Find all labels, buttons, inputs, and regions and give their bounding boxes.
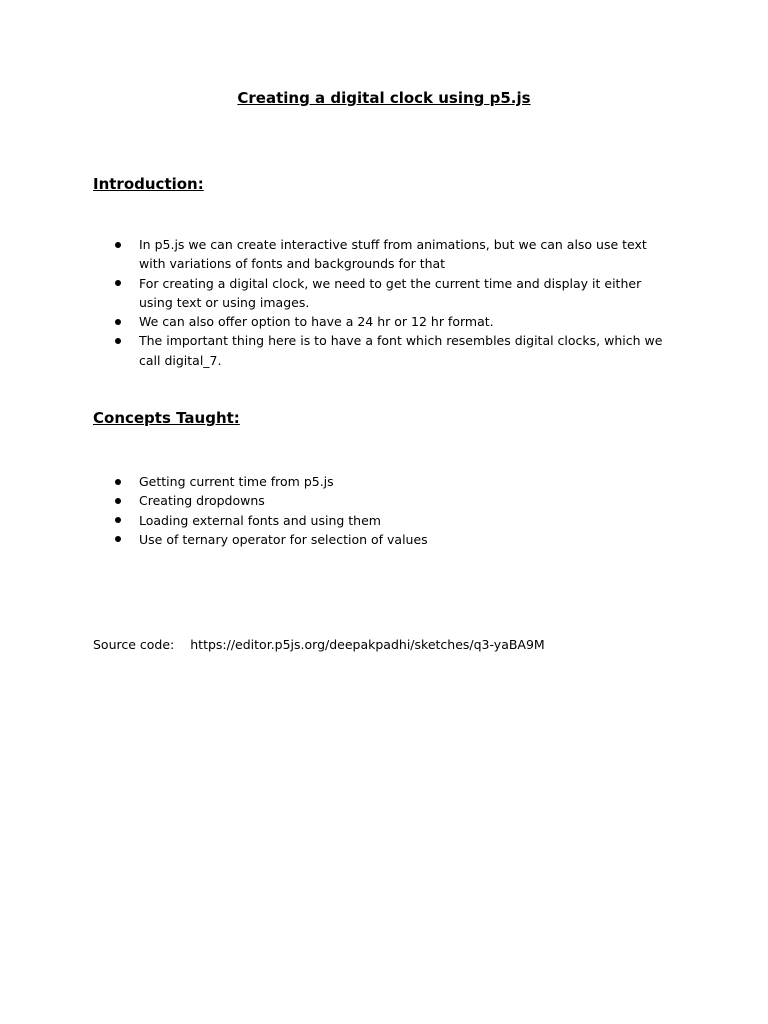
bullet-text: For creating a digital clock, we need to get the current time and display it either using text or using images.: [139, 275, 642, 310]
introduction-bullet-item: [139, 331, 674, 370]
introduction-heading: Introduction:: [93, 175, 204, 193]
bullet-point-icon: [115, 498, 121, 504]
introduction-bullet-item: [139, 274, 674, 313]
bullet-text: Creating dropdowns: [139, 493, 265, 509]
bullet-text: We can also offer option to have a 24 hr or 12 hr format.: [139, 314, 494, 330]
bullet-point-icon: [115, 517, 121, 523]
bullet-point-icon: [115, 338, 121, 344]
concepts-bullet-item: [139, 491, 674, 510]
concepts-bullet-list: [0, 472, 768, 549]
bullet-point-icon: [115, 536, 121, 542]
bullet-text: Getting current time from p5.js: [139, 474, 334, 489]
concepts-taught-heading: Concepts Taught:: [93, 409, 240, 427]
source-code-url: https://editor.p5js.org/deepakpadhi/sketches/q3-yaBA9M: [190, 637, 545, 652]
bullet-text: The important thing here is to have a font which resembles digital clocks, which we call digital_7.: [139, 333, 663, 368]
introduction-bullet-item: [139, 312, 674, 331]
bullet-text: Use of ternary operator for selection of values: [139, 531, 428, 547]
source-code-line: [93, 635, 545, 654]
bullet-point-icon: [115, 319, 121, 325]
document-title: Creating a digital clock using p5.js: [237, 89, 531, 107]
bullet-point-icon: [115, 242, 121, 248]
introduction-bullet-list: [0, 235, 768, 370]
bullet-text: In p5.js we can create interactive stuff from animations, but we can also use text with variations of fonts and backgrounds for that: [139, 237, 647, 272]
source-code-label: Source code:: [93, 637, 175, 652]
bullet-text: Loading external fonts and using them: [139, 512, 381, 528]
introduction-bullet-item: [139, 235, 674, 274]
concepts-bullet-item: [139, 511, 674, 530]
bullet-point-icon: [115, 280, 121, 286]
concepts-bullet-item: [139, 530, 674, 549]
bullet-point-icon: [115, 479, 121, 485]
concepts-bullet-item: [139, 472, 674, 491]
